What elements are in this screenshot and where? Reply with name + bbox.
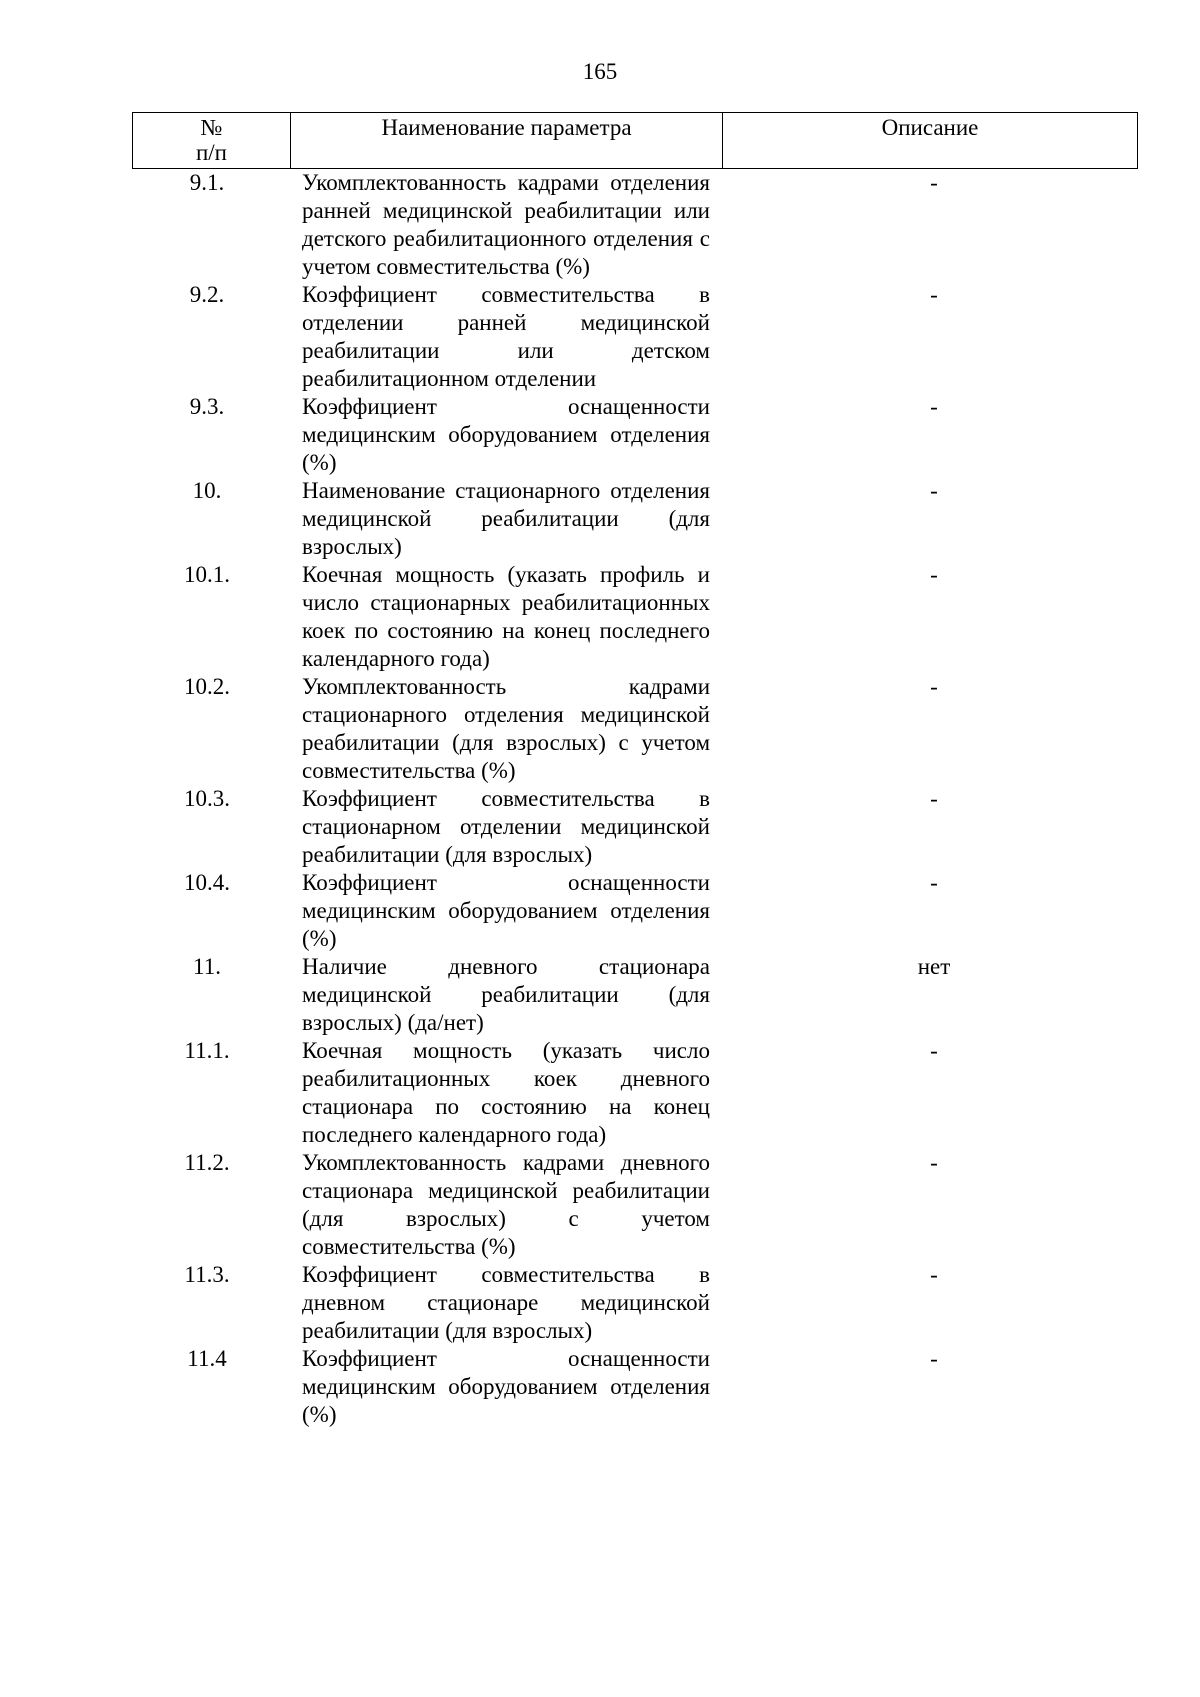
header-parameter-name: Наименование параметра [291, 113, 723, 168]
table-row [132, 953, 1138, 1037]
row-parameter-name: Коэффициент совместительства в отделении ранней медицинской реабилитации или детском реабилитационном отделении [302, 282, 710, 391]
row-description: - [930, 170, 938, 195]
row-description: - [930, 394, 938, 419]
row-number: 10.1. [184, 562, 230, 587]
table-row [132, 785, 1138, 869]
row-number: 11.1. [184, 1038, 230, 1063]
table-row [132, 1261, 1138, 1345]
row-description: - [930, 562, 938, 587]
row-parameter-name: Укомплектованность кадрами стационарного отделения медицинской реабилитации (для взрослых) с учетом совместительства (%) [302, 674, 710, 783]
row-number: 9.3. [189, 394, 225, 419]
row-description: - [930, 282, 938, 307]
page-number: 165 [582, 59, 618, 84]
row-parameter-name: Коэффициент оснащенности медицинским оборудованием отделения (%) [302, 1346, 710, 1427]
header-number [133, 113, 291, 168]
row-description: - [930, 478, 938, 503]
row-description: - [930, 870, 938, 895]
row-parameter-name: Коечная мощность (указать число реабилитационных коек дневного стационара по состоянию на конец последнего календарного года) [302, 1038, 710, 1147]
table-row [132, 169, 1138, 281]
row-number: 10.3. [184, 786, 230, 811]
row-number: 10. [192, 478, 222, 503]
table-row [132, 869, 1138, 953]
row-parameter-name: Укомплектованность кадрами дневного стационара медицинской реабилитации (для взрослых) с учетом совместительства (%) [302, 1150, 710, 1259]
row-number: 11.2. [184, 1150, 230, 1175]
table-row [132, 561, 1138, 673]
row-number: 9.2. [189, 282, 225, 307]
table-row [132, 673, 1138, 785]
row-number: 11. [193, 954, 221, 979]
row-number: 11.4 [187, 1346, 227, 1371]
table-header-row [132, 112, 1138, 169]
row-number: 10.4. [184, 870, 230, 895]
row-description: - [930, 1346, 938, 1371]
row-number: 10.2. [184, 674, 230, 699]
row-parameter-name: Коэффициент оснащенности медицинским оборудованием отделения (%) [302, 870, 710, 951]
header-description: Описание [881, 115, 979, 140]
row-description: - [930, 674, 938, 699]
table-row [132, 1149, 1138, 1261]
row-parameter-name: Коечная мощность (указать профиль и число стационарных реабилитационных коек по состоянию на конец последнего календарного года) [302, 562, 710, 671]
row-description: - [930, 1150, 938, 1175]
row-parameter-name: Наличие дневного стационара медицинской реабилитации (для взрослых) (да/нет) [302, 954, 710, 1035]
row-description: - [930, 1262, 938, 1287]
row-parameter-name: Укомплектованность кадрами отделения ранней медицинской реабилитации или детского реабилитационного отделения с учетом совместительства (%) [302, 170, 710, 279]
table-row [132, 1037, 1138, 1149]
parameters-table [132, 112, 1138, 1429]
header-number-abbr: п/п [195, 140, 227, 165]
row-parameter-name: Наименование стационарного отделения медицинской реабилитации (для взрослых) [302, 478, 710, 559]
row-number: 11.3. [184, 1262, 230, 1287]
row-description: - [930, 786, 938, 811]
row-parameter-name: Коэффициент совместительства в дневном стационаре медицинской реабилитации (для взрослых) [302, 1262, 710, 1343]
row-description: - [930, 1038, 938, 1063]
row-parameter-name: Коэффициент совместительства в стационарном отделении медицинской реабилитации (для взрослых) [302, 786, 710, 867]
row-number: 9.1. [189, 170, 225, 195]
table-row [132, 281, 1138, 393]
row-description: нет [917, 954, 951, 979]
row-parameter-name: Коэффициент оснащенности медицинским оборудованием отделения (%) [302, 394, 710, 475]
table-row [132, 1345, 1138, 1429]
header-number-symbol: № [200, 115, 223, 140]
table-row [132, 393, 1138, 477]
table-row [132, 477, 1138, 561]
table-body [132, 169, 1138, 1429]
